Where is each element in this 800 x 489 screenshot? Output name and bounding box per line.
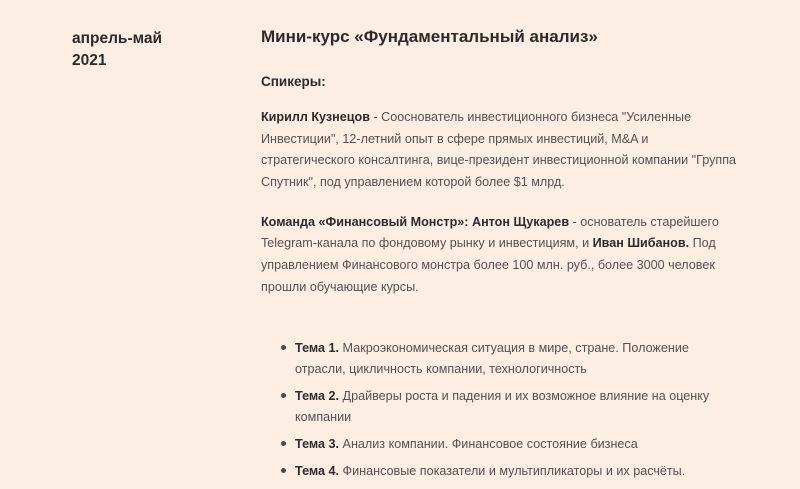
speaker-name-1: Кирилл Кузнецов	[261, 110, 370, 125]
speaker-paragraph-2	[261, 212, 741, 299]
topics-list	[261, 338, 741, 481]
topic-label: Тема 3.	[295, 436, 340, 451]
speaker-bio-1: Сооснователь инвестиционного бизнеса "Усиленные Инвестиции", 12-летний опыт в сфере прямых инвестиций, M&A и стратегического консалтинга, вице-президент инвестиционной компании "Группа Спутник", под управлением которой более $1 млрд.	[261, 110, 737, 190]
topic-text: Анализ компании. Финансовое состояние бизнеса	[339, 436, 638, 451]
topic-label: Тема 2.	[295, 389, 340, 404]
speaker-separator-2: -	[569, 214, 581, 229]
speaker-paragraph-1	[261, 107, 741, 194]
list-item	[281, 386, 741, 427]
topic-label: Тема 1.	[295, 341, 340, 356]
date-column	[72, 28, 222, 73]
topic-text: Драйверы роста и падения и их возможное влияние на оценку компании	[295, 389, 710, 424]
page-title: Мини-курс «Фундаментальный анализ»	[261, 27, 598, 46]
date-line-1: апрель-май	[72, 30, 163, 47]
list-item	[281, 461, 741, 481]
list-item	[281, 338, 741, 379]
topic-label: Тема 4.	[295, 464, 340, 479]
speaker-bio-2b: Под управлением Финансового монстра более 100 млн. руб., более 3000 человек прошли обучающие курсы.	[261, 236, 716, 294]
date-line-2: 2021	[72, 52, 107, 70]
topic-text: Финансовые показатели и мультипликаторы и их расчёты.	[339, 464, 686, 479]
speaker-separator-1: -	[369, 110, 382, 125]
speaker-name-2: Команда «Финансовый Монстр»: Антон Щукарев	[261, 214, 570, 229]
speaker-bio-2a: основатель старейшего Telegram-канала по фондовому рынку и инвестициям, и	[261, 214, 719, 251]
topic-text: Макроэкономическая ситуация в мире, стране. Положение отрасли, цикличность компании, технологичность	[295, 341, 689, 376]
speaker-name-3: Иван Шибанов.	[592, 236, 690, 251]
speakers-heading: Спикеры:	[261, 74, 326, 90]
content-column	[261, 26, 741, 489]
list-item	[281, 434, 741, 454]
